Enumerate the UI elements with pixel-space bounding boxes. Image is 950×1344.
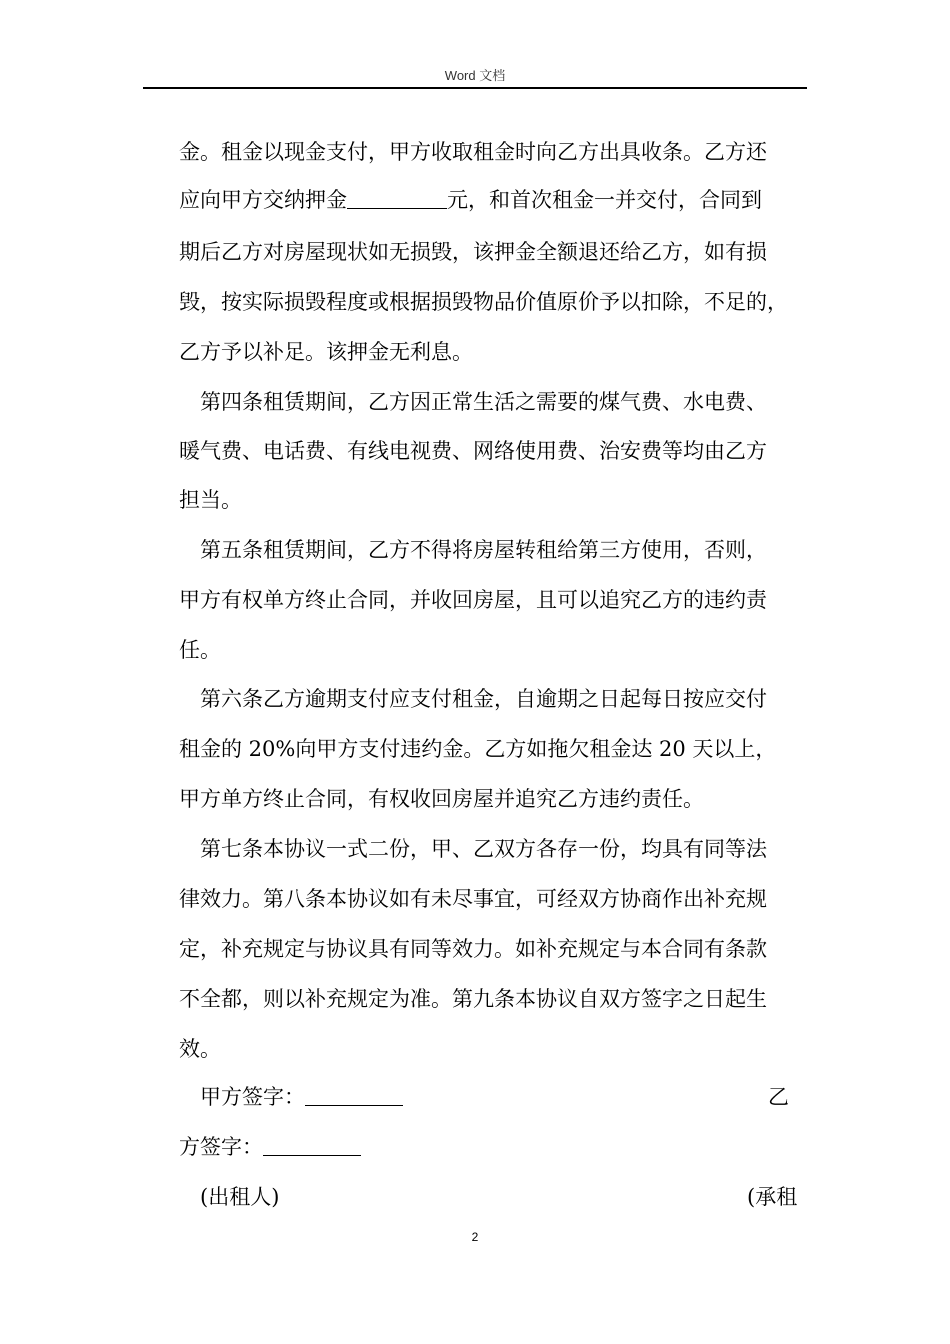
article-5-line-2: 甲方有权单方终止合同，并收回房屋，且可以追究乙方的违约责 — [179, 588, 767, 612]
body-line-2 — [179, 187, 762, 213]
party-b-signature-line — [179, 1134, 361, 1160]
article-4-line-3: 担当。 — [179, 488, 242, 512]
party-a-signature-line — [200, 1084, 403, 1110]
article-4-line-2: 暖气费、电话费、有线电视费、网络使用费、治安费等均由乙方 — [179, 439, 767, 463]
body-line-4: 毁，按实际损毁程度或根据损毁物品价值原价予以扣除，不足的， — [179, 290, 788, 314]
article-6-line-2: 租金的 20%向甲方支付违约金。乙方如拖欠租金达 20 天以上， — [179, 737, 777, 761]
article-6-line-3: 甲方单方终止合同，有权收回房屋并追究乙方违约责任。 — [179, 787, 704, 811]
party-b-signature-label-start: 乙 — [768, 1085, 789, 1109]
lessee-label: (承租 — [747, 1185, 798, 1209]
deposit-text: 应向甲方交纳押金 — [179, 188, 347, 212]
party-b-signature-blank — [263, 1135, 361, 1156]
article-5-line-3: 任。 — [179, 638, 221, 662]
article-7-line-1: 第七条本协议一式二份，甲、乙双方各存一份，均具有同等法 — [200, 837, 767, 861]
lessor-label: (出租人) — [200, 1185, 280, 1209]
body-line-3: 期后乙方对房屋现状如无损毁，该押金全额退还给乙方，如有损 — [179, 240, 767, 264]
party-b-signature-label: 方签字： — [179, 1135, 263, 1159]
body-line-5: 乙方予以补足。该押金无利息。 — [179, 340, 473, 364]
document-header-title: Word 文档 — [444, 68, 506, 83]
article-4-line-1: 第四条租赁期间，乙方因正常生活之需要的煤气费、水电费、 — [200, 390, 767, 414]
body-line-1: 金。租金以现金支付，甲方收取租金时向乙方出具收条。乙方还 — [179, 140, 767, 164]
article-7-line-4: 不全都，则以补充规定为准。第九条本协议自双方签字之日起生 — [179, 987, 767, 1011]
article-5-line-1: 第五条租赁期间，乙方不得将房屋转租给第三方使用，否则， — [200, 538, 767, 562]
deposit-text-continued: 元，和首次租金一并交付，合同到 — [447, 188, 762, 212]
article-6-line-1: 第六条乙方逾期支付应支付租金，自逾期之日起每日按应交付 — [200, 687, 767, 711]
article-7-line-2: 律效力。第八条本协议如有未尽事宜，可经双方协商作出补充规 — [179, 887, 767, 911]
deposit-amount-blank — [347, 188, 447, 209]
page-number: 2 — [471, 1230, 479, 1244]
article-7-line-3: 定，补充规定与协议具有同等效力。如补充规定与本合同有条款 — [179, 937, 767, 961]
header-divider — [143, 87, 807, 89]
party-a-signature-label: 甲方签字： — [200, 1085, 305, 1109]
party-a-signature-blank — [305, 1085, 403, 1106]
article-7-line-5: 效。 — [179, 1037, 221, 1061]
